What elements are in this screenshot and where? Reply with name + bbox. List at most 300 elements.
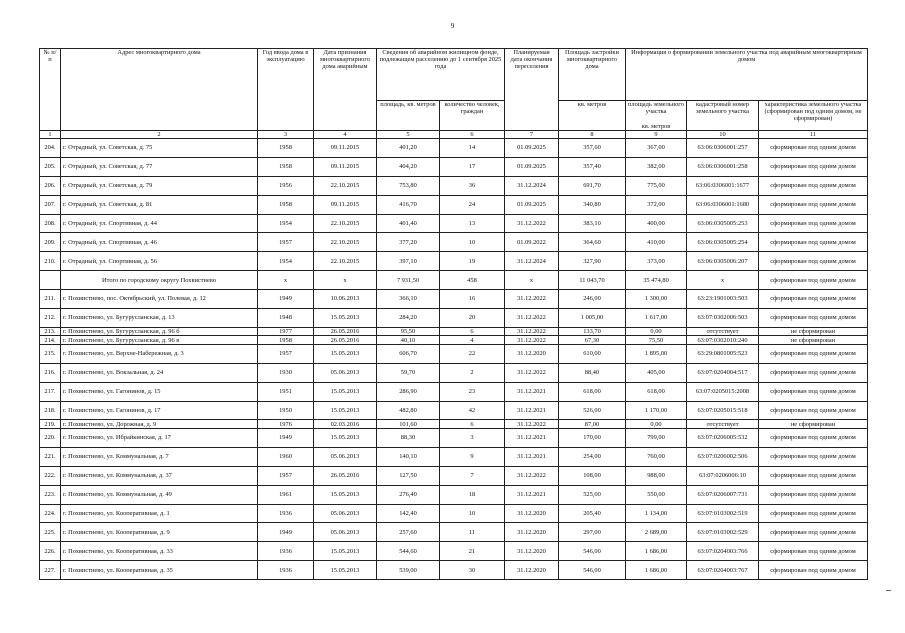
row-planned-date: 31.12.2021 bbox=[505, 485, 559, 504]
row-land-area: 372,00 bbox=[626, 195, 687, 214]
table-row bbox=[40, 327, 868, 336]
row-people-count: 23 bbox=[440, 382, 505, 401]
row-number: 221. bbox=[40, 447, 61, 466]
table-row bbox=[40, 363, 868, 382]
row-year: 1949 bbox=[258, 428, 314, 447]
row-characteristic: сформирован под одним домом bbox=[759, 447, 868, 466]
row-building-area: 691,70 bbox=[559, 176, 626, 195]
row-land-area: 1 617,00 bbox=[626, 309, 687, 328]
row-address: г. Похвистнево, ул. Бугурусланская, д. 96 в bbox=[61, 336, 258, 345]
header-building-area: Площадь застройки многоквартирного дома bbox=[559, 49, 626, 101]
row-fund-area: 7 931,50 bbox=[377, 271, 440, 290]
table-row bbox=[40, 233, 868, 252]
row-address: г. Отрадный, ул. Советская, д. 77 bbox=[61, 157, 258, 176]
row-address: г. Похвистнево, ул. Ибрайкинская, д. 17 bbox=[61, 428, 258, 447]
row-planned-date: 31.12.2020 bbox=[505, 523, 559, 542]
table-row bbox=[40, 504, 868, 523]
row-building-area: 246,00 bbox=[559, 290, 626, 309]
row-building-area: 525,00 bbox=[559, 485, 626, 504]
row-recognized-date: 22.10.2015 bbox=[314, 252, 377, 271]
row-cadastral-number: 63:06:0305005:254 bbox=[687, 233, 759, 252]
row-building-area: 88,40 bbox=[559, 363, 626, 382]
row-address: г. Похвистнево, пос. Октябрьский, ул. Полевая, д. 12 bbox=[61, 290, 258, 309]
row-fund-area: 284,20 bbox=[377, 309, 440, 328]
row-recognized-date: 15.05.2013 bbox=[314, 401, 377, 420]
row-fund-area: 101,60 bbox=[377, 420, 440, 429]
row-year: 1936 bbox=[258, 504, 314, 523]
header-land-area bbox=[626, 101, 687, 131]
row-fund-area: 401,40 bbox=[377, 214, 440, 233]
row-building-area: 327,90 bbox=[559, 252, 626, 271]
row-address: г. Похвистнево, ул. Коммунальная, д. 7 bbox=[61, 447, 258, 466]
row-people-count: 16 bbox=[440, 290, 505, 309]
row-characteristic: сформирован под одним домом bbox=[759, 271, 868, 290]
row-planned-date: 31.12.2024 bbox=[505, 252, 559, 271]
row-building-area: 546,00 bbox=[559, 561, 626, 580]
row-land-area: 550,00 bbox=[626, 485, 687, 504]
row-land-area: 367,00 bbox=[626, 139, 687, 158]
table-row bbox=[40, 523, 868, 542]
row-cadastral-number: 63:07:0206005:532 bbox=[687, 428, 759, 447]
row-recognized-date: 15.05.2013 bbox=[314, 344, 377, 363]
header-planned-date: Планируемая дата окончания переселения bbox=[505, 49, 559, 131]
row-year: 1960 bbox=[258, 447, 314, 466]
header-land-area-unit: кв. метров bbox=[641, 122, 671, 130]
row-building-area: 357,60 bbox=[559, 139, 626, 158]
row-people-count: 10 bbox=[440, 233, 505, 252]
row-building-area: 1 005,00 bbox=[559, 309, 626, 328]
row-fund-area: 40,10 bbox=[377, 336, 440, 345]
row-cadastral-number: 63:07:0206006:10 bbox=[687, 466, 759, 485]
row-people-count: 9 bbox=[440, 447, 505, 466]
row-year: 1948 bbox=[258, 309, 314, 328]
row-cadastral-number: 63:06:0306001:1680 bbox=[687, 195, 759, 214]
row-cadastral-number: х bbox=[687, 271, 759, 290]
row-characteristic: не сформирован bbox=[759, 420, 868, 429]
row-year: 1958 bbox=[258, 336, 314, 345]
row-people-count: 458 bbox=[440, 271, 505, 290]
emergency-housing-table bbox=[39, 48, 868, 580]
row-number: 223. bbox=[40, 485, 61, 504]
column-number: 10 bbox=[687, 131, 759, 139]
row-year: 1976 bbox=[258, 420, 314, 429]
row-characteristic: не сформирован bbox=[759, 327, 868, 336]
table-row bbox=[40, 428, 868, 447]
row-people-count: 10 bbox=[440, 504, 505, 523]
row-planned-date: 31.12.2024 bbox=[505, 176, 559, 195]
row-address: г. Отрадный, ул. Советская, д. 79 bbox=[61, 176, 258, 195]
column-number: 7 bbox=[505, 131, 559, 139]
row-land-area: 618,00 bbox=[626, 382, 687, 401]
row-planned-date: 31.12.2021 bbox=[505, 447, 559, 466]
row-address: г. Отрадный, ул. Спортивная, д. 44 bbox=[61, 214, 258, 233]
row-fund-area: 286,90 bbox=[377, 382, 440, 401]
column-number-row bbox=[40, 131, 868, 139]
row-characteristic: сформирован под одним домом bbox=[759, 428, 868, 447]
row-address: г. Похвистнево, ул. Верхне-Набережная, д. 3 bbox=[61, 344, 258, 363]
row-building-area: 67,30 bbox=[559, 336, 626, 345]
row-year: 1936 bbox=[258, 542, 314, 561]
row-address: г. Похвистнево, ул. Вокзальная, д. 24 bbox=[61, 363, 258, 382]
row-land-area: 988,00 bbox=[626, 466, 687, 485]
row-number bbox=[40, 271, 61, 290]
row-number: 227. bbox=[40, 561, 61, 580]
header-address: Адрес многоквартирного дома bbox=[61, 49, 258, 131]
row-year: 1930 bbox=[258, 363, 314, 382]
row-year: 1957 bbox=[258, 233, 314, 252]
row-characteristic: сформирован под одним домом bbox=[759, 233, 868, 252]
row-people-count: 17 bbox=[440, 157, 505, 176]
row-address: г. Похвистнево, ул. Кооперативная, д. 33 bbox=[61, 542, 258, 561]
row-address: г. Похвистнево, ул. Бугурусланская, д. 13 bbox=[61, 309, 258, 328]
row-fund-area: 127,50 bbox=[377, 466, 440, 485]
row-building-area: 108,00 bbox=[559, 466, 626, 485]
row-fund-area: 276,40 bbox=[377, 485, 440, 504]
row-year: 1957 bbox=[258, 466, 314, 485]
row-fund-area: 753,80 bbox=[377, 176, 440, 195]
row-number: 213. bbox=[40, 327, 61, 336]
column-number: 6 bbox=[440, 131, 505, 139]
row-number: 204. bbox=[40, 139, 61, 158]
row-recognized-date: 02.03.2016 bbox=[314, 420, 377, 429]
row-year: 1958 bbox=[258, 195, 314, 214]
row-people-count: 36 bbox=[440, 176, 505, 195]
row-address: г. Отрадный, ул. Спортивная, д. 56 bbox=[61, 252, 258, 271]
row-planned-date: 31.12.2022 bbox=[505, 327, 559, 336]
row-cadastral-number: 63:07:0206007:731 bbox=[687, 485, 759, 504]
row-land-area: 1 134,00 bbox=[626, 504, 687, 523]
row-address: Итого по городскому округу Похвистнево bbox=[61, 271, 258, 290]
row-address: г. Похвистнево, ул. Коммунальная, д. 49 bbox=[61, 485, 258, 504]
header-fund-area: площадь, кв. метров bbox=[377, 101, 440, 131]
row-year: 1958 bbox=[258, 157, 314, 176]
row-number: 209. bbox=[40, 233, 61, 252]
row-recognized-date: 26.05.2016 bbox=[314, 336, 377, 345]
row-recognized-date: 15.05.2013 bbox=[314, 542, 377, 561]
column-number: 1 bbox=[40, 131, 61, 139]
row-fund-area: 377,20 bbox=[377, 233, 440, 252]
row-address: г. Похвистнево, ул. Кооперативная, д. 9 bbox=[61, 523, 258, 542]
row-building-area: 546,00 bbox=[559, 542, 626, 561]
row-planned-date: 31.12.2022 bbox=[505, 336, 559, 345]
row-planned-date: 31.12.2022 bbox=[505, 214, 559, 233]
row-number: 212. bbox=[40, 309, 61, 328]
header-fund-people: количество человек, граждан bbox=[440, 101, 505, 131]
row-fund-area: 539,00 bbox=[377, 561, 440, 580]
row-number: 215. bbox=[40, 344, 61, 363]
table-row bbox=[40, 447, 868, 466]
row-recognized-date: 05.06.2013 bbox=[314, 504, 377, 523]
row-land-area: 410,00 bbox=[626, 233, 687, 252]
row-year: 1950 bbox=[258, 401, 314, 420]
row-number: 226. bbox=[40, 542, 61, 561]
row-characteristic: сформирован под одним домом bbox=[759, 252, 868, 271]
row-land-area: 0,00 bbox=[626, 420, 687, 429]
row-fund-area: 59,70 bbox=[377, 363, 440, 382]
row-planned-date: 31.12.2020 bbox=[505, 504, 559, 523]
row-planned-date: 01.09.2025 bbox=[505, 139, 559, 158]
row-year: 1951 bbox=[258, 382, 314, 401]
header-cadastral: кадастровый номер земельного участка bbox=[687, 101, 759, 131]
row-land-area: 1 686,00 bbox=[626, 561, 687, 580]
row-address: г. Похвистнево, ул. Бугурусланская, д. 96 б bbox=[61, 327, 258, 336]
row-number: 205. bbox=[40, 157, 61, 176]
row-planned-date: 01.09.2022 bbox=[505, 233, 559, 252]
table-row bbox=[40, 401, 868, 420]
table-row bbox=[40, 542, 868, 561]
row-planned-date: 31.12.2020 bbox=[505, 561, 559, 580]
row-land-area: 400,00 bbox=[626, 214, 687, 233]
row-recognized-date: 22.10.2015 bbox=[314, 233, 377, 252]
row-planned-date: 31.12.2022 bbox=[505, 363, 559, 382]
row-building-area: 170,00 bbox=[559, 428, 626, 447]
row-cadastral-number: 63:06:0305006:207 bbox=[687, 252, 759, 271]
row-cadastral-number: 63:07:0302006:503 bbox=[687, 309, 759, 328]
table-row bbox=[40, 290, 868, 309]
row-fund-area: 95,50 bbox=[377, 327, 440, 336]
row-address: г. Похвистнево, ул. Гагонинов, д. 15 bbox=[61, 382, 258, 401]
row-building-area: 133,70 bbox=[559, 327, 626, 336]
row-recognized-date: 05.06.2013 bbox=[314, 363, 377, 382]
row-land-area: 799,00 bbox=[626, 428, 687, 447]
row-fund-area: 401,20 bbox=[377, 139, 440, 158]
row-address: г. Похвистнево, ул. Кооперативная, д. 1 bbox=[61, 504, 258, 523]
row-recognized-date: 26.05.2016 bbox=[314, 327, 377, 336]
header-building-area-unit: кв. метров bbox=[559, 101, 626, 131]
row-number: 206. bbox=[40, 176, 61, 195]
row-planned-date: х bbox=[505, 271, 559, 290]
row-land-area: 1 895,00 bbox=[626, 344, 687, 363]
row-characteristic: сформирован под одним домом bbox=[759, 504, 868, 523]
total-row bbox=[40, 271, 868, 290]
table-row bbox=[40, 214, 868, 233]
row-people-count: 11 bbox=[440, 523, 505, 542]
table-row bbox=[40, 561, 868, 580]
row-year: х bbox=[258, 271, 314, 290]
column-number: 8 bbox=[559, 131, 626, 139]
row-address: г. Отрадный, ул. Советская, д. 75 bbox=[61, 139, 258, 158]
row-cadastral-number: 63:07:0205015:2008 bbox=[687, 382, 759, 401]
row-land-area: 775,00 bbox=[626, 176, 687, 195]
row-year: 1949 bbox=[258, 523, 314, 542]
row-recognized-date: 09.11.2015 bbox=[314, 195, 377, 214]
row-characteristic: сформирован под одним домом bbox=[759, 523, 868, 542]
row-characteristic: сформирован под одним домом bbox=[759, 214, 868, 233]
row-recognized-date: 22.10.2015 bbox=[314, 176, 377, 195]
header-recognized-date: Дата признания многоквартирного дома аварийным bbox=[314, 49, 377, 131]
row-building-area: 357,40 bbox=[559, 157, 626, 176]
row-characteristic: сформирован под одним домом bbox=[759, 401, 868, 420]
row-recognized-date: 15.05.2013 bbox=[314, 382, 377, 401]
table-row bbox=[40, 382, 868, 401]
row-year: 1961 bbox=[258, 485, 314, 504]
row-people-count: 21 bbox=[440, 542, 505, 561]
row-year: 1949 bbox=[258, 290, 314, 309]
row-land-area: 35 474,80 bbox=[626, 271, 687, 290]
row-number: 214. bbox=[40, 336, 61, 345]
row-characteristic: сформирован под одним домом bbox=[759, 157, 868, 176]
row-year: 1977 bbox=[258, 327, 314, 336]
row-number: 208. bbox=[40, 214, 61, 233]
row-fund-area: 366,10 bbox=[377, 290, 440, 309]
row-people-count: 20 bbox=[440, 309, 505, 328]
page-number: 9 bbox=[450, 22, 455, 30]
row-people-count: 14 bbox=[440, 139, 505, 158]
row-characteristic: сформирован под одним домом bbox=[759, 561, 868, 580]
row-land-area: 1 686,00 bbox=[626, 542, 687, 561]
row-people-count: 6 bbox=[440, 420, 505, 429]
row-cadastral-number: 63:06:0306001:1677 bbox=[687, 176, 759, 195]
column-number: 9 bbox=[626, 131, 687, 139]
row-recognized-date: 09.11.2015 bbox=[314, 157, 377, 176]
row-recognized-date: 26.05.2016 bbox=[314, 466, 377, 485]
row-cadastral-number: 63:23:1901003:503 bbox=[687, 290, 759, 309]
row-fund-area: 257,60 bbox=[377, 523, 440, 542]
row-year: 1954 bbox=[258, 214, 314, 233]
row-land-area: 373,00 bbox=[626, 252, 687, 271]
row-land-area: 382,00 bbox=[626, 157, 687, 176]
table-row bbox=[40, 344, 868, 363]
row-people-count: 6 bbox=[440, 327, 505, 336]
row-cadastral-number: 63:07:0204003:766 bbox=[687, 542, 759, 561]
row-land-area: 760,00 bbox=[626, 447, 687, 466]
table-row bbox=[40, 195, 868, 214]
header-characteristic: характеристика земельного участка (сформирован под одним домом, не сформирован) bbox=[759, 101, 868, 131]
header-year: Год ввода дома в эксплуатацию bbox=[258, 49, 314, 131]
row-planned-date: 31.12.2022 bbox=[505, 466, 559, 485]
row-people-count: 3 bbox=[440, 428, 505, 447]
row-land-area: 1 170,00 bbox=[626, 401, 687, 420]
row-recognized-date: 09.11.2015 bbox=[314, 139, 377, 158]
row-address: г. Отрадный, ул. Советская, д. 81 bbox=[61, 195, 258, 214]
row-people-count: 13 bbox=[440, 214, 505, 233]
row-characteristic: сформирован под одним домом bbox=[759, 290, 868, 309]
row-fund-area: 142,40 bbox=[377, 504, 440, 523]
row-recognized-date: 15.05.2013 bbox=[314, 561, 377, 580]
row-people-count: 42 bbox=[440, 401, 505, 420]
row-address: г. Отрадный, ул. Спортивная, д. 46 bbox=[61, 233, 258, 252]
row-characteristic: сформирован под одним домом bbox=[759, 382, 868, 401]
row-fund-area: 544,60 bbox=[377, 542, 440, 561]
row-building-area: 87,00 bbox=[559, 420, 626, 429]
row-people-count: 24 bbox=[440, 195, 505, 214]
table-row bbox=[40, 309, 868, 328]
row-cadastral-number: 63:07:0103002:519 bbox=[687, 504, 759, 523]
row-cadastral-number: 63:07:0206002:506 bbox=[687, 447, 759, 466]
row-planned-date: 01.09.2025 bbox=[505, 195, 559, 214]
table-row bbox=[40, 252, 868, 271]
row-cadastral-number: 63:07:0204003:767 bbox=[687, 561, 759, 580]
row-cadastral-number: 63:29:0801005:523 bbox=[687, 344, 759, 363]
row-land-area: 1 300,00 bbox=[626, 290, 687, 309]
row-fund-area: 140,10 bbox=[377, 447, 440, 466]
row-year: 1956 bbox=[258, 176, 314, 195]
row-cadastral-number: отсутствует bbox=[687, 420, 759, 429]
row-characteristic: сформирован под одним домом bbox=[759, 485, 868, 504]
row-cadastral-number: 63:06:0306001:258 bbox=[687, 157, 759, 176]
table-row bbox=[40, 466, 868, 485]
row-recognized-date: 10.06.2013 bbox=[314, 290, 377, 309]
row-building-area: 11 043,70 bbox=[559, 271, 626, 290]
row-building-area: 526,00 bbox=[559, 401, 626, 420]
row-year: 1958 bbox=[258, 139, 314, 158]
column-number: 11 bbox=[759, 131, 868, 139]
row-number: 218. bbox=[40, 401, 61, 420]
row-building-area: 297,00 bbox=[559, 523, 626, 542]
row-characteristic: сформирован под одним домом bbox=[759, 466, 868, 485]
row-number: 219. bbox=[40, 420, 61, 429]
row-building-area: 364,60 bbox=[559, 233, 626, 252]
row-building-area: 205,40 bbox=[559, 504, 626, 523]
row-address: г. Похвистнево, ул. Дорожная, д. 9 bbox=[61, 420, 258, 429]
row-planned-date: 31.12.2021 bbox=[505, 382, 559, 401]
row-address: г. Похвистнево, ул. Кооперативная, д. 35 bbox=[61, 561, 258, 580]
row-planned-date: 31.12.2022 bbox=[505, 290, 559, 309]
row-characteristic: сформирован под одним домом bbox=[759, 176, 868, 195]
row-number: 225. bbox=[40, 523, 61, 542]
row-planned-date: 01.09.2025 bbox=[505, 157, 559, 176]
row-address: г. Похвистнево, ул. Гагонинов, д. 17 bbox=[61, 401, 258, 420]
row-cadastral-number: 63:07:0205015:518 bbox=[687, 401, 759, 420]
row-cadastral-number: 63:06:0306001:257 bbox=[687, 139, 759, 158]
row-people-count: 2 bbox=[440, 363, 505, 382]
header-land-group: Информация о формировании земельного участка под аварийным многоквартирным домом bbox=[626, 49, 868, 101]
row-people-count: 22 bbox=[440, 344, 505, 363]
row-fund-area: 397,10 bbox=[377, 252, 440, 271]
row-year: 1954 bbox=[258, 252, 314, 271]
row-number: 217. bbox=[40, 382, 61, 401]
column-number: 2 bbox=[61, 131, 258, 139]
row-recognized-date: х bbox=[314, 271, 377, 290]
row-number: 210. bbox=[40, 252, 61, 271]
row-number: 224. bbox=[40, 504, 61, 523]
row-number: 220. bbox=[40, 428, 61, 447]
row-characteristic: сформирован под одним домом bbox=[759, 363, 868, 382]
row-characteristic: сформирован под одним домом bbox=[759, 195, 868, 214]
header-land-area-label: площадь земельного участка bbox=[628, 101, 684, 116]
table-row bbox=[40, 176, 868, 195]
row-cadastral-number: 63:07:0204004:517 bbox=[687, 363, 759, 382]
row-characteristic: сформирован под одним домом bbox=[759, 309, 868, 328]
row-land-area: 2 689,00 bbox=[626, 523, 687, 542]
row-land-area: 0,00 bbox=[626, 327, 687, 336]
row-planned-date: 31.12.2020 bbox=[505, 542, 559, 561]
row-planned-date: 31.12.2020 bbox=[505, 344, 559, 363]
row-fund-area: 606,70 bbox=[377, 344, 440, 363]
scan-mark bbox=[886, 590, 891, 591]
row-number: 211. bbox=[40, 290, 61, 309]
row-land-area: 405,00 bbox=[626, 363, 687, 382]
row-cadastral-number: 63:07:0302010:240 bbox=[687, 336, 759, 345]
table-body bbox=[40, 139, 868, 580]
row-year: 1957 bbox=[258, 344, 314, 363]
row-building-area: 254,00 bbox=[559, 447, 626, 466]
row-recognized-date: 05.06.2013 bbox=[314, 447, 377, 466]
row-people-count: 7 bbox=[440, 466, 505, 485]
table-row bbox=[40, 139, 868, 158]
row-year: 1936 bbox=[258, 561, 314, 580]
row-planned-date: 31.12.2021 bbox=[505, 428, 559, 447]
row-recognized-date: 15.05.2013 bbox=[314, 428, 377, 447]
row-number: 222. bbox=[40, 466, 61, 485]
row-planned-date: 31.12.2021 bbox=[505, 401, 559, 420]
row-cadastral-number: 63:07:0103002:529 bbox=[687, 523, 759, 542]
row-characteristic: не сформирован bbox=[759, 336, 868, 345]
row-characteristic: сформирован под одним домом bbox=[759, 139, 868, 158]
row-people-count: 18 bbox=[440, 485, 505, 504]
row-recognized-date: 15.05.2013 bbox=[314, 485, 377, 504]
row-people-count: 19 bbox=[440, 252, 505, 271]
